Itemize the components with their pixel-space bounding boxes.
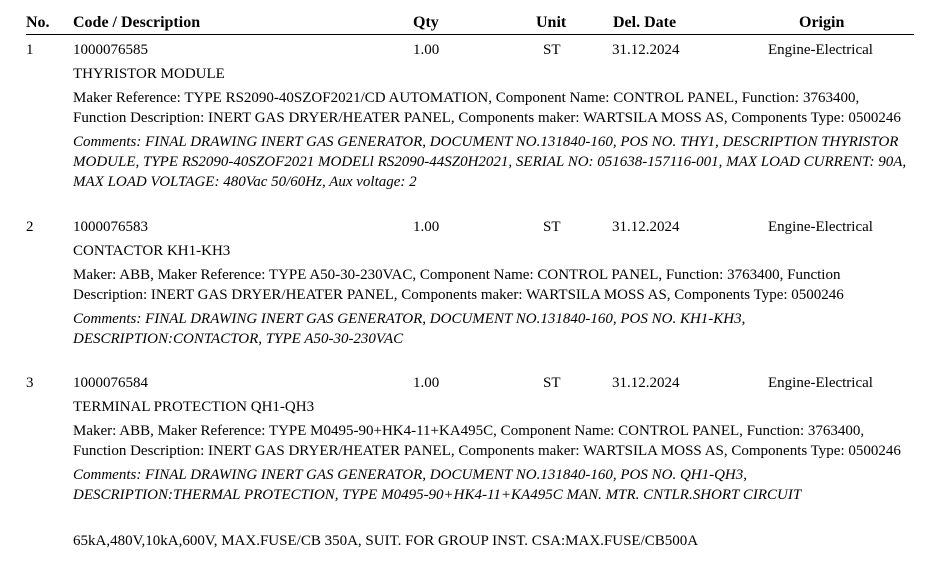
item-del-date: 31.12.2024	[612, 219, 680, 235]
item-main-row	[26, 373, 914, 393]
item-title: TERMINAL PROTECTION QH1-QH3	[73, 399, 315, 415]
item-origin: Engine-Electrical	[768, 375, 873, 391]
item-qty: 1.00	[413, 375, 440, 391]
item-code: 1000076584	[73, 375, 148, 391]
item-qty: 1.00	[413, 219, 440, 235]
header-qty: Qty	[413, 14, 439, 31]
item-origin: Engine-Electrical	[768, 42, 873, 58]
item-title: THYRISTOR MODULE	[73, 66, 225, 82]
header-unit: Unit	[536, 14, 567, 31]
item-comments-continuation: 65kA,480V,10kA,600V, MAX.FUSE/CB 350A, SUIT. FOR GROUP INST. CSA:MAX.FUSE/CB500A	[73, 533, 699, 549]
item-main-row	[26, 217, 914, 237]
item-unit: ST	[543, 375, 561, 391]
item-origin: Engine-Electrical	[768, 219, 873, 235]
item-code: 1000076585	[73, 42, 148, 58]
item-unit: ST	[543, 42, 561, 58]
item-del-date: 31.12.2024	[612, 375, 680, 391]
item-comments: Comments: FINAL DRAWING INERT GAS GENERATOR, DOCUMENT NO.131840-160, POS NO. THY1, DESCRIPTION THYRISTOR MODULE, TYPE RS2090-40SZOF2021 MODELl RS2090-44SZ0H2021, SERIAL NO: 051638-157116-001, MAX LOAD CURRENT: 90A, MAX LOAD VOLTAGE: 480Vac 50/60Hz, Aux voltage: 2	[73, 134, 907, 190]
item-no: 3	[26, 375, 34, 391]
item-comments: Comments: FINAL DRAWING INERT GAS GENERATOR, DOCUMENT NO.131840-160, POS NO. QH1-QH3, DESCRIPTION:THERMAL PROTECTION, TYPE M0495-90+HK4-11+KA495C MAN. MTR. CNTLR.SHORT CIRCUIT	[73, 467, 802, 503]
item-maker-reference: Maker: ABB, Maker Reference: TYPE M0495-90+HK4-11+KA495C, Component Name: CONTROL PANEL, Function: 3763400, Function Description: INERT GAS DRYER/HEATER PANEL, Components maker: WARTSILA MOSS AS, Components Type: 0500246	[73, 423, 901, 459]
header-origin: Origin	[799, 14, 845, 31]
header-code-description: Code / Description	[73, 14, 201, 31]
item-del-date: 31.12.2024	[612, 42, 680, 58]
item-maker-reference: Maker: ABB, Maker Reference: TYPE A50-30-230VAC, Component Name: CONTROL PANEL, Function: 3763400, Function Description: INERT GAS DRYER/HEATER PANEL, Components maker: WARTSILA MOSS AS, Components Type: 0500246	[73, 267, 844, 303]
item-unit: ST	[543, 219, 561, 235]
item-title: CONTACTOR KH1-KH3	[73, 243, 231, 259]
line-item-3	[26, 373, 914, 505]
item-code: 1000076583	[73, 219, 148, 235]
header-del-date: Del. Date	[613, 14, 677, 31]
header-no: No.	[26, 14, 50, 31]
item-no: 2	[26, 219, 34, 235]
line-item-1	[26, 40, 914, 192]
item-maker-reference: Maker Reference: TYPE RS2090-40SZOF2021/CD AUTOMATION, Component Name: CONTROL PANEL, Function: 3763400, Function Description: INERT GAS DRYER/HEATER PANEL, Components maker: WARTSILA MOSS AS, Components Type: 0500246	[73, 90, 901, 126]
line-item-2	[26, 217, 914, 349]
item-qty: 1.00	[413, 42, 440, 58]
item-comments: Comments: FINAL DRAWING INERT GAS GENERATOR, DOCUMENT NO.131840-160, POS NO. KH1-KH3, DESCRIPTION:CONTACTOR, TYPE A50-30-230VAC	[73, 311, 746, 347]
table-header	[26, 12, 914, 35]
item-no: 1	[26, 42, 34, 58]
item-main-row	[26, 40, 914, 60]
